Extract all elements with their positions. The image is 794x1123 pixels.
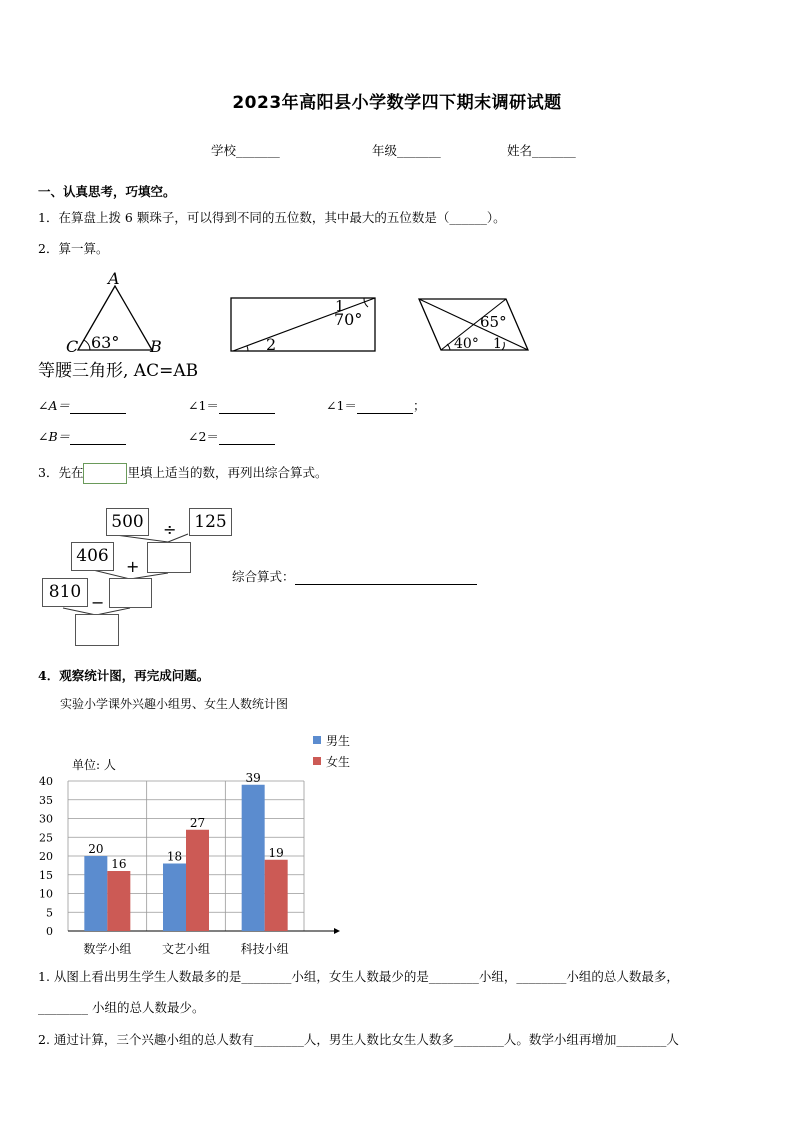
answer-para-angle-1: ∠1＝ ； <box>326 398 426 413</box>
number-box-500: 500 <box>106 508 149 536</box>
data-label: 20 <box>88 842 104 856</box>
vertex-a-label: A <box>108 269 120 288</box>
chart-title: 实验小学课外兴趣小组男、女生人数统计图 <box>60 697 289 711</box>
legend-label: 男生 <box>326 734 351 748</box>
minus-operator: − <box>91 593 105 612</box>
data-label: 16 <box>111 857 127 871</box>
answer-rect-angle-1: ∠1＝ <box>188 396 275 414</box>
data-label: 18 <box>166 849 183 864</box>
answer-blank[interactable] <box>70 431 126 445</box>
vertex-c-label: C <box>66 337 79 356</box>
vertex-b-label: B <box>150 337 162 356</box>
y-tick-label: 20 <box>39 850 53 863</box>
bar <box>107 871 130 931</box>
data-label: 39 <box>245 770 261 785</box>
answer-blank[interactable] <box>357 400 413 414</box>
category-label: 科技小组 <box>240 942 289 956</box>
number-box-406: 406 <box>71 542 114 571</box>
data-label: 27 <box>189 815 206 830</box>
sub-question-1-continued: ________ 小组的总人数最少。 <box>38 1000 205 1015</box>
category-label: 文艺小组 <box>161 942 211 956</box>
bar-chart <box>30 728 370 963</box>
bar <box>242 785 265 931</box>
x-axis-arrow <box>334 928 340 934</box>
answer-angle-b: ∠B＝ <box>38 427 126 445</box>
sub-question-2: 2. 通过计算，三个兴趣小组的总人数有________人，男生人数比女生人数多________人。数学小组再增加________人 <box>38 1032 679 1047</box>
angle-40-label: 40° <box>454 336 479 352</box>
angle-70-label: 70° <box>334 310 363 329</box>
y-tick-label: 40 <box>39 775 53 788</box>
grade-field: 年级_______ <box>372 143 441 158</box>
bar <box>84 856 107 931</box>
triangle-figure <box>60 268 180 358</box>
bar <box>265 860 288 931</box>
answer-angle-a: ∠A＝ <box>38 396 126 414</box>
y-tick-label: 30 <box>39 812 53 826</box>
angle-65-label: 65° <box>480 313 507 331</box>
question-3: 3．先在 里填上适当的数，再列出综合算式。 <box>38 463 327 484</box>
question-4: 4．观察统计图，再完成问题。 <box>38 668 210 683</box>
formula-blank[interactable] <box>295 571 477 585</box>
angle-1-label: 1 <box>493 336 502 352</box>
formula-field: 综合算式： <box>232 567 477 585</box>
angle-1-label: 1 <box>335 297 345 315</box>
bar <box>186 830 209 931</box>
parallelogram-figure <box>416 296 532 354</box>
y-tick-label: 35 <box>39 793 53 807</box>
answer-box-sum[interactable] <box>109 578 152 608</box>
y-tick-label: 15 <box>39 868 53 882</box>
answer-blank[interactable] <box>219 400 275 414</box>
data-label: 19 <box>268 845 284 860</box>
answer-rect-angle-2: ∠2＝ <box>188 427 275 445</box>
number-box-125: 125 <box>189 508 232 536</box>
sub-question-1: 1. 从图上看出男生学生人数最多的是________小组，女生人数最少的是________小组，________小组的总人数最多， <box>38 969 679 984</box>
legend-label: 女生 <box>326 755 351 769</box>
angle-2-label: 2 <box>266 335 277 354</box>
rectangle-figure <box>228 295 380 355</box>
answer-blank[interactable] <box>219 431 275 445</box>
inline-box <box>83 463 127 484</box>
number-box-810: 810 <box>42 578 88 607</box>
y-axis-label: 单位: 人 <box>72 758 116 772</box>
question-1: 1．在算盘上拨 6 颗珠子，可以得到不同的五位数，其中最大的五位数是（______）。 <box>38 210 506 225</box>
answer-blank[interactable] <box>70 400 126 414</box>
legend-swatch <box>313 736 321 744</box>
y-tick-label: 10 <box>39 887 53 901</box>
y-tick-label: 5 <box>46 906 53 920</box>
question-2: 2．算一算。 <box>38 241 109 256</box>
triangle-caption: 等腰三角形, AC=AB <box>38 361 199 381</box>
answer-box-difference[interactable] <box>75 614 119 646</box>
plus-operator: + <box>126 557 140 576</box>
angle-c-value: 63° <box>91 333 120 352</box>
page-title: 2023年高阳县小学数学四下期末调研试题 <box>232 93 562 113</box>
name-field: 姓名_______ <box>507 143 576 158</box>
answer-box-quotient[interactable] <box>147 542 191 573</box>
legend-swatch <box>313 757 321 765</box>
divide-operator: ÷ <box>163 520 177 539</box>
y-tick-label: 0 <box>46 925 53 938</box>
school-field: 学校_______ <box>211 143 280 158</box>
category-label: 数学小组 <box>83 942 132 956</box>
section-heading: 一、认真思考，巧填空。 <box>38 184 176 199</box>
y-tick-label: 25 <box>39 831 53 845</box>
bar <box>163 864 186 932</box>
